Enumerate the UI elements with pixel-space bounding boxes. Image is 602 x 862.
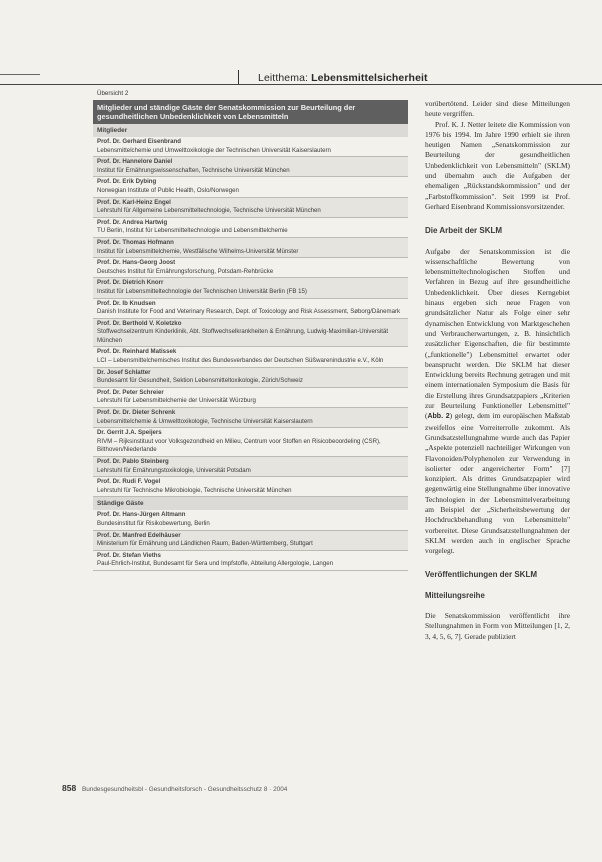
member-affiliation: Lebensmittelchemie und Umwelttoxikologie der Technischen Universität Kaiserslautern <box>97 146 331 154</box>
member-name: Prof. Dr. Ib Knudsen <box>97 299 156 307</box>
member-affiliation: Lehrstuhl für Allgemeine Lebensmitteltechnologie, Technische Universität München <box>97 207 321 215</box>
paragraph: Die Senatskommission veröffentlicht ihre Stellungnahmen in Form von Mitteilungen [1, 2, 3, 4, 5, 6, 7]. Gerade publiziert <box>425 611 570 641</box>
member-name: Prof. Dr. Pablo Steinberg <box>97 458 169 465</box>
member-entry <box>93 137 408 157</box>
running-header-title <box>258 72 428 84</box>
member-affiliation: Stoffwechselzentrum Kinderklinik, Abt. Stoffwechselkrankheiten & Ernährung, Ludwig-Maximilian-Universität München <box>97 328 389 344</box>
member-entry <box>93 531 408 551</box>
paragraph: vorübertötend. Leider sind diese Mitteilungen heute vergriffen. <box>425 99 570 119</box>
member-entry <box>93 218 408 238</box>
member-name: Prof. Dr. Gerhard Eisenbrand <box>97 138 181 145</box>
paragraph <box>425 247 570 557</box>
page-number: 858 <box>62 783 77 793</box>
member-affiliation: Institut für Lebensmitteltechnologie der Technischen Universität Berlin (FB 15) <box>97 287 307 295</box>
member-entry <box>93 177 408 197</box>
member-affiliation: Lehrstuhl für Lebensmittelchemie der Universität Würzburg <box>97 397 256 405</box>
member-name: Prof. Dr. Karl-Heinz Engel <box>97 198 171 206</box>
section-heading: Veröffentlichungen der SKLM <box>425 570 538 580</box>
member-entry <box>93 347 408 367</box>
member-affiliation: Bundesinstitut für Risikobewertung, Berlin <box>97 519 210 527</box>
overview-label: Übersicht 2 <box>97 90 129 97</box>
overview-heading: Mitglieder und ständige Gäste der Senatskommission zur Beurteilung der gesundheitlichen Unbedenklichkeit von Lebensmitteln <box>93 100 408 124</box>
member-entry <box>93 457 408 477</box>
body-text-column <box>425 99 570 642</box>
member-entry <box>93 157 408 177</box>
member-name: Prof. Dr. Berthold V. Koletzko <box>97 319 182 327</box>
running-header <box>0 74 602 86</box>
member-name: Prof. Dr. Peter Schreier <box>97 388 164 396</box>
member-affiliation: Danish Institute for Food and Veterinary Research, Dept. of Toxicology and Risk Assessment, Søborg/Dänemark <box>97 308 401 316</box>
member-name: Prof. Dr. Manfred Edelhäuser <box>97 531 181 539</box>
member-name: Dr. Gerrit J.A. Speijers <box>97 429 162 437</box>
member-affiliation: RIVM – Rijksinstituut voor Volksgezondheid en Milieu, Centrum voor Stoffen en Risicobeoordeling (CSR), Bilthoven/Niederlande <box>97 437 381 454</box>
member-name: Prof. Dr. Andrea Hartwig <box>97 218 168 226</box>
member-affiliation: Ministerium für Ernährung und Ländlichen Raum, Baden-Württemberg, Stuttgart <box>97 540 313 548</box>
member-entry <box>93 477 408 497</box>
paragraph: Prof. K. J. Netter leitete die Kommission von 1976 bis 1994. Im Jahre 1990 erhielt sie ihren heutigen Namen „Senatskommission zur Beurteilung der gesundheitlichen Unbedenklichkeit von Lebensmitteln" (SKLM) und übernahm auch die Aufgaben der ehemaligen „Rückstandskommission" und der „Farbstoffkommission". Seit 1999 ist Prof. Gerhard Eisenbrand Kommissionsvorsitzender. <box>425 119 570 211</box>
member-name: Prof. Dr. Erik Dybing <box>97 178 157 186</box>
member-affiliation: Deutsches Institut für Ernährungsforschung, Potsdam-Rehbrücke <box>97 267 274 275</box>
member-entry <box>93 299 408 319</box>
member-entry <box>93 198 408 218</box>
member-affiliation: Lebensmittelchemie & Umwelttoxikologie, Technische Universität Kaiserslautern <box>97 417 313 425</box>
group-members-label: Mitglieder <box>93 124 408 137</box>
member-affiliation: Institut für Lebensmittelchemie, Westfälische Wilhelms-Universität Münster <box>97 247 299 255</box>
guests-list <box>93 510 408 571</box>
member-affiliation: Paul-Ehrlich-Institut, Bundesamt für Sera und Impfstoffe, Abteilung Allergologie, Langen <box>97 560 333 568</box>
member-entry <box>93 258 408 278</box>
header-divider <box>238 70 239 84</box>
member-affiliation: Institut für Ernährungswissenschaften, Technische Universität München <box>97 166 290 174</box>
member-affiliation: Bundesamt für Gesundheit, Sektion Lebensmitteltoxikologie, Zürich/Schweiz <box>97 377 303 385</box>
member-entry <box>93 510 408 530</box>
paragraph-text: Aufgabe der Senatskommission ist die wissenschaftliche Bewertung von lebensmitteltechnologischen Stoffen und Verfahren in Bezug auf ihre gesundheitliche Unbedenklichkeit. Über dieses Kerngebiet hinaus ergeben sich neue Fragen von grundsätzlicher Natur als Folge einer sehr dynamischen Entwicklung von Marktgeschehen und Verbraucherwartungen, z. B. hinsichtlich zusätzlicher Eigenschaften, die für bestimmte („funktionelle") Lebensmittel erwartet oder beansprucht werden. Die SKLM hat dieser Entwicklung bereits Rechnung getragen und mit einem internationalen Symposium die Basis für die Erstellung ihres Grundsatzpapiers „Kriterien zur Beurteilung Funktioneller Lebensmittel" ( <box>425 246 570 421</box>
member-affiliation: LCI – Lebensmittelchemisches Institut des Bundesverbandes der Deutschen Süßwarenindustrie e.V., Köln <box>97 357 384 365</box>
member-entry <box>93 319 408 348</box>
member-entry <box>93 368 408 388</box>
member-entry <box>93 551 408 571</box>
member-name: Prof. Dr. Stefan Vieths <box>97 551 161 559</box>
header-prefix: Leitthema: <box>258 72 309 84</box>
member-entry <box>93 388 408 408</box>
member-entry <box>93 428 408 457</box>
member-name: Prof. Dr. Hans-Georg Joost <box>97 259 176 267</box>
member-name: Prof. Dr. Reinhard Matissek <box>97 348 177 356</box>
member-name: Prof. Dr. Rudi F. Vogel <box>97 478 161 486</box>
member-entry <box>93 408 408 428</box>
member-name: Prof. Dr. Dr. Dieter Schrenk <box>97 409 176 417</box>
member-affiliation: Lehrstuhl für Ernährungstoxikologie, Universität Potsdam <box>97 466 251 474</box>
header-rule <box>0 84 602 85</box>
journal-citation: Bundesgesundheitsbl - Gesundheitsforsch - Gesundheitsschutz 8 · 2004 <box>81 786 288 793</box>
paragraph-text: ) gelegt, dem im europäischen Maßstab zweifellos eine Vorreiterrolle zukommt. Als Grundsatzstellungnahme wurde auch das Papier „Aspekte potenziell nachteiliger Wirkungen von Flavonoiden/Polyphenolen zur Verwendung in isolierter oder angereicherter Form" [7] konzipiert. Als drittes Grundsatzpapier wird gegenwärtig eine Stellungnahme über innovative Technologien in der Lebensmittelverarbeitung am Beispiel der „Sicherheitsbewertung der Hochdruckbehandlung von Lebensmitteln" vorbereitet. Diese Grundsatzstellungnahmen der SKLM werden auch in englischer Sprache vorgelegt. <box>425 411 570 556</box>
member-entry <box>93 238 408 258</box>
group-guests-label: Ständige Gäste <box>93 497 408 510</box>
member-affiliation: Norwegian Institute of Public Health, Oslo/Norwegen <box>97 186 239 194</box>
members-list <box>93 137 408 497</box>
page-footer <box>62 783 442 793</box>
member-name: Prof. Dr. Hannelore Daniel <box>97 158 173 166</box>
header-topic: Lebensmittelsicherheit <box>311 72 428 84</box>
member-name: Prof. Dr. Hans-Jürgen Altmann <box>97 511 186 519</box>
overview-box <box>93 89 408 571</box>
member-name: Prof. Dr. Dietrich Knorr <box>97 279 164 287</box>
member-affiliation: TU Berlin, Institut für Lebensmitteltechnologie und Lebensmittelchemie <box>97 227 288 235</box>
section-heading: Die Arbeit der SKLM <box>425 226 503 236</box>
member-name: Prof. Dr. Thomas Hofmann <box>97 238 174 246</box>
member-affiliation: Lehrstuhl für Technische Mikrobiologie, Technische Universität München <box>97 486 292 494</box>
member-entry <box>93 278 408 298</box>
section-subheading: Mitteilungsreihe <box>425 590 485 600</box>
figure-reference[interactable]: Abb. 2 <box>427 413 450 421</box>
member-name: Dr. Josef Schlatter <box>97 368 151 376</box>
